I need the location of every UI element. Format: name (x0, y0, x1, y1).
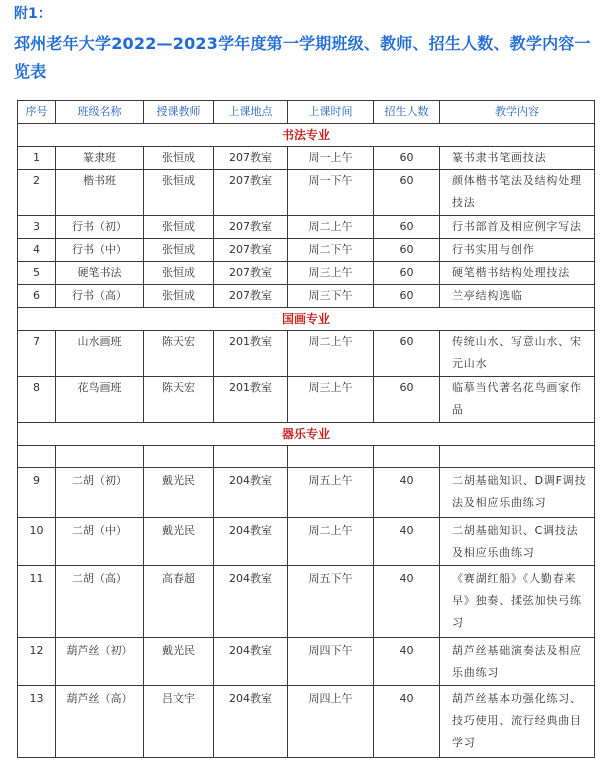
cell-teacher: 高春超 (144, 566, 214, 638)
cell-room: 204教室 (214, 468, 288, 518)
header-class: 班级名称 (56, 101, 144, 124)
table-row-empty (18, 446, 595, 468)
empty-cell (214, 446, 288, 468)
cell-teacher: 戴光民 (144, 638, 214, 686)
cell-class: 山水画班 (56, 331, 144, 377)
section-painting: 国画专业 (18, 308, 595, 331)
header-no: 序号 (18, 101, 56, 124)
section-calligraphy: 书法专业 (18, 124, 595, 147)
cell-content: 葫芦丝基本功强化练习、技巧使用、流行经典曲目学习 (440, 686, 595, 758)
cell-count: 60 (374, 262, 440, 285)
cell-time: 周四下午 (288, 638, 374, 686)
cell-content: 行书部首及相应例字写法 (440, 216, 595, 239)
cell-count: 60 (374, 239, 440, 262)
empty-cell (56, 446, 144, 468)
table-row (18, 638, 595, 686)
empty-cell (288, 446, 374, 468)
table-row (18, 377, 595, 423)
cell-count: 40 (374, 468, 440, 518)
table-row (18, 147, 595, 170)
cell-time: 周三下午 (288, 285, 374, 308)
cell-class: 行书（初） (56, 216, 144, 239)
cell-teacher: 张恒成 (144, 262, 214, 285)
table-row (18, 331, 595, 377)
cell-teacher: 戴光民 (144, 518, 214, 566)
cell-time: 周一下午 (288, 170, 374, 216)
cell-count: 60 (374, 170, 440, 216)
table-row (18, 262, 595, 285)
cell-class: 篆隶班 (56, 147, 144, 170)
cell-room: 204教室 (214, 686, 288, 758)
cell-class: 二胡（初） (56, 468, 144, 518)
table-row (18, 566, 595, 638)
cell-time: 周二上午 (288, 331, 374, 377)
cell-teacher: 张恒成 (144, 147, 214, 170)
cell-class: 行书（中） (56, 239, 144, 262)
cell-room: 201教室 (214, 331, 288, 377)
cell-time: 周五下午 (288, 566, 374, 638)
cell-no: 1 (18, 147, 56, 170)
cell-time: 周五上午 (288, 468, 374, 518)
cell-room: 204教室 (214, 566, 288, 638)
section-music: 器乐专业 (18, 423, 595, 446)
cell-time: 周四上午 (288, 686, 374, 758)
header-content: 教学内容 (440, 101, 595, 124)
cell-room: 207教室 (214, 147, 288, 170)
cell-content: 行书实用与创作 (440, 239, 595, 262)
cell-count: 40 (374, 518, 440, 566)
course-table (17, 100, 595, 758)
cell-no: 11 (18, 566, 56, 638)
cell-room: 207教室 (214, 262, 288, 285)
table-header-row (18, 101, 595, 124)
cell-class: 葫芦丝（高） (56, 686, 144, 758)
cell-time: 周二下午 (288, 239, 374, 262)
cell-time: 周二上午 (288, 518, 374, 566)
cell-content: 葫芦丝基础演奏法及相应乐曲练习 (440, 638, 595, 686)
cell-time: 周一上午 (288, 147, 374, 170)
cell-class: 行书（高） (56, 285, 144, 308)
cell-room: 204教室 (214, 518, 288, 566)
header-time: 上课时间 (288, 101, 374, 124)
cell-count: 60 (374, 147, 440, 170)
cell-no: 9 (18, 468, 56, 518)
cell-content: 篆书隶书笔画技法 (440, 147, 595, 170)
cell-content: 临摹当代著名花鸟画家作品 (440, 377, 595, 423)
table-row (18, 285, 595, 308)
cell-content: 二胡基础知识、C调技法及相应乐曲练习 (440, 518, 595, 566)
cell-time: 周三上午 (288, 262, 374, 285)
cell-count: 60 (374, 285, 440, 308)
cell-count: 40 (374, 686, 440, 758)
table-row (18, 518, 595, 566)
cell-no: 3 (18, 216, 56, 239)
cell-no: 5 (18, 262, 56, 285)
cell-content: 颜体楷书笔法及结构处理技法 (440, 170, 595, 216)
cell-count: 60 (374, 216, 440, 239)
header-teacher: 授课教师 (144, 101, 214, 124)
cell-content: 硬笔楷书结构处理技法 (440, 262, 595, 285)
cell-no: 13 (18, 686, 56, 758)
cell-no: 6 (18, 285, 56, 308)
cell-content: 二胡基础知识、D调F调技法及相应乐曲练习 (440, 468, 595, 518)
cell-no: 2 (18, 170, 56, 216)
cell-teacher: 戴光民 (144, 468, 214, 518)
table-row (18, 686, 595, 758)
cell-no: 7 (18, 331, 56, 377)
empty-cell (440, 446, 595, 468)
header-room: 上课地点 (214, 101, 288, 124)
page-title: 邳州老年大学2022—2023学年度第一学期班级、教师、招生人数、教学内容一览表 (14, 34, 591, 81)
cell-time: 周三上午 (288, 377, 374, 423)
cell-class: 花鸟画班 (56, 377, 144, 423)
cell-no: 12 (18, 638, 56, 686)
cell-teacher: 张恒成 (144, 285, 214, 308)
cell-room: 207教室 (214, 239, 288, 262)
cell-room: 207教室 (214, 285, 288, 308)
empty-cell (374, 446, 440, 468)
cell-count: 40 (374, 638, 440, 686)
cell-teacher: 张恒成 (144, 170, 214, 216)
table-row (18, 468, 595, 518)
appendix-label: 附1： (14, 6, 52, 22)
header-count: 招生人数 (374, 101, 440, 124)
cell-content: 传统山水、写意山水、宋元山水 (440, 331, 595, 377)
cell-room: 201教室 (214, 377, 288, 423)
cell-room: 204教室 (214, 638, 288, 686)
cell-content: 兰亭结构选临 (440, 285, 595, 308)
cell-teacher: 张恒成 (144, 239, 214, 262)
cell-teacher: 陈天宏 (144, 331, 214, 377)
table-row (18, 239, 595, 262)
empty-cell (18, 446, 56, 468)
cell-no: 10 (18, 518, 56, 566)
cell-count: 60 (374, 331, 440, 377)
cell-class: 二胡（高） (56, 566, 144, 638)
cell-room: 207教室 (214, 216, 288, 239)
empty-cell (144, 446, 214, 468)
cell-class: 二胡（中） (56, 518, 144, 566)
cell-count: 40 (374, 566, 440, 638)
cell-teacher: 吕文宇 (144, 686, 214, 758)
table-row (18, 170, 595, 216)
table-row (18, 216, 595, 239)
cell-class: 楷书班 (56, 170, 144, 216)
cell-time: 周二上午 (288, 216, 374, 239)
cell-teacher: 陈天宏 (144, 377, 214, 423)
cell-no: 4 (18, 239, 56, 262)
cell-room: 207教室 (214, 170, 288, 216)
cell-teacher: 张恒成 (144, 216, 214, 239)
cell-class: 硬笔书法 (56, 262, 144, 285)
cell-class: 葫芦丝（初） (56, 638, 144, 686)
cell-count: 60 (374, 377, 440, 423)
cell-content: 《赛湖红船》《人勤春来早》独奏、揉弦加快弓练习 (440, 566, 595, 638)
cell-no: 8 (18, 377, 56, 423)
